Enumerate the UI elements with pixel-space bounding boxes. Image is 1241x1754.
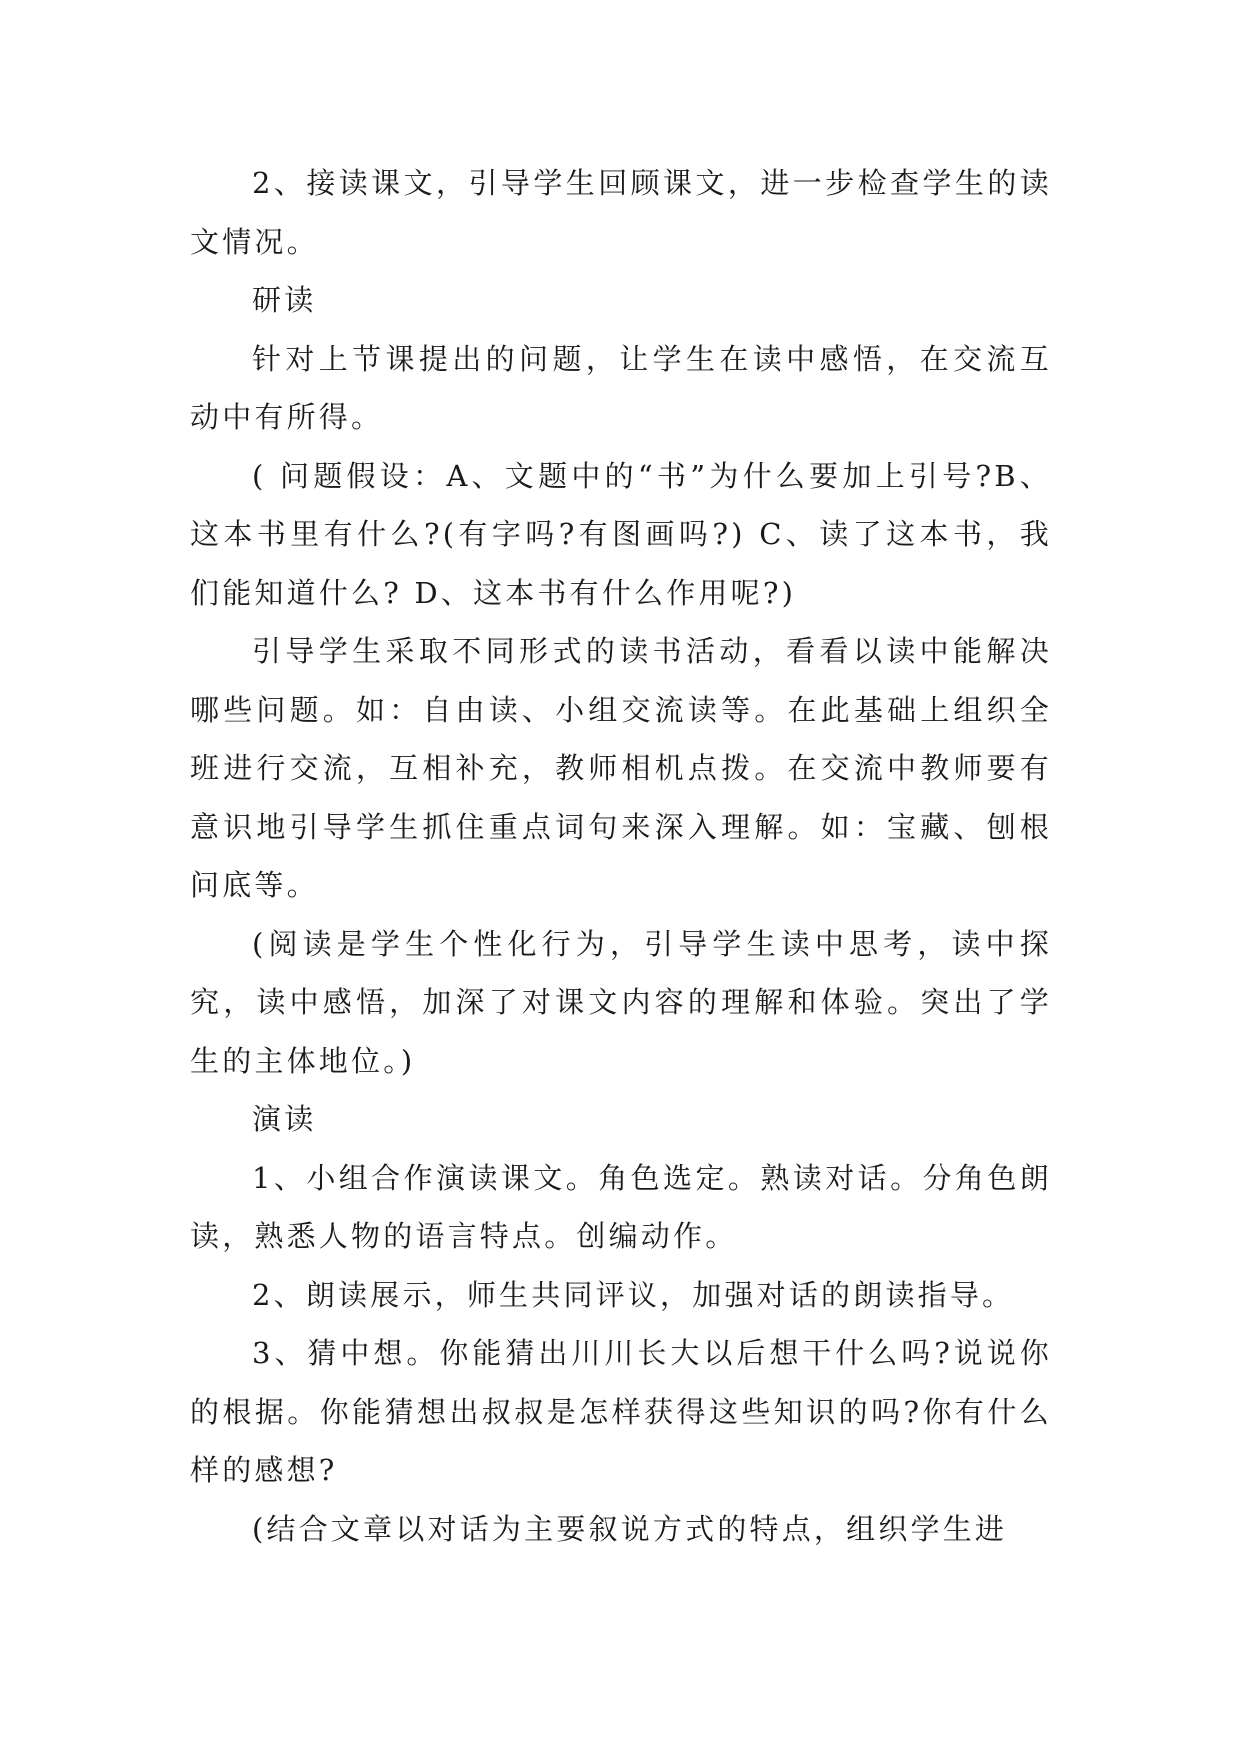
- section-heading-performance-reading: 演读: [252, 1102, 317, 1136]
- paragraph-guess-and-think: 3、猜中想。你能猜出川川长大以后想干什么吗?说说你的根据。你能猜想出叔叔是怎样获得这些知识的吗?你有什么样的感想?: [190, 1336, 1052, 1487]
- paragraph-questions-intro: 针对上节课提出的问题，让学生在读中感悟，在交流互动中有所得。: [190, 341, 1052, 434]
- paragraph-dialogue-note: (结合文章以对话为主要叙说方式的特点，组织学生进: [252, 1511, 1008, 1546]
- paragraph-review-reading: 2、接读课文，引导学生回顾课文，进一步检查学生的读文情况。: [190, 166, 1052, 259]
- paragraph-reading-activities: 引导学生采取不同形式的读书活动，看看以读中能解决哪些问题。如：自由读、小组交流读等。在此基础上组织全班进行交流，互相补充，教师相机点拨。在交流中教师要有意识地引导学生抓住重点词句来深入理解。如：宝藏、刨根问底等。: [190, 634, 1052, 902]
- document-body: [190, 154, 1052, 1558]
- paragraph-question-hypotheses: ( 问题假设：A、文题中的“书”为什么要加上引号?B、这本书里有什么?(有字吗?有图画吗?) C、读了这本书，我们能知道什么? D、这本书有什么作用呢?): [190, 458, 1052, 610]
- paragraph-group-performance: 1、小组合作演读课文。角色选定。熟读对话。分角色朗读，熟悉人物的语言特点。创编动作。: [190, 1160, 1052, 1253]
- paragraph-reading-showcase: 2、朗读展示，师生共同评议，加强对话的朗读指导。: [252, 1277, 1015, 1312]
- paragraph-reading-note: (阅读是学生个性化行为，引导学生读中思考，读中探究，读中感悟，加深了对课文内容的理解和体验。突出了学生的主体地位。): [190, 926, 1052, 1078]
- section-heading-study-reading: 研读: [252, 283, 317, 317]
